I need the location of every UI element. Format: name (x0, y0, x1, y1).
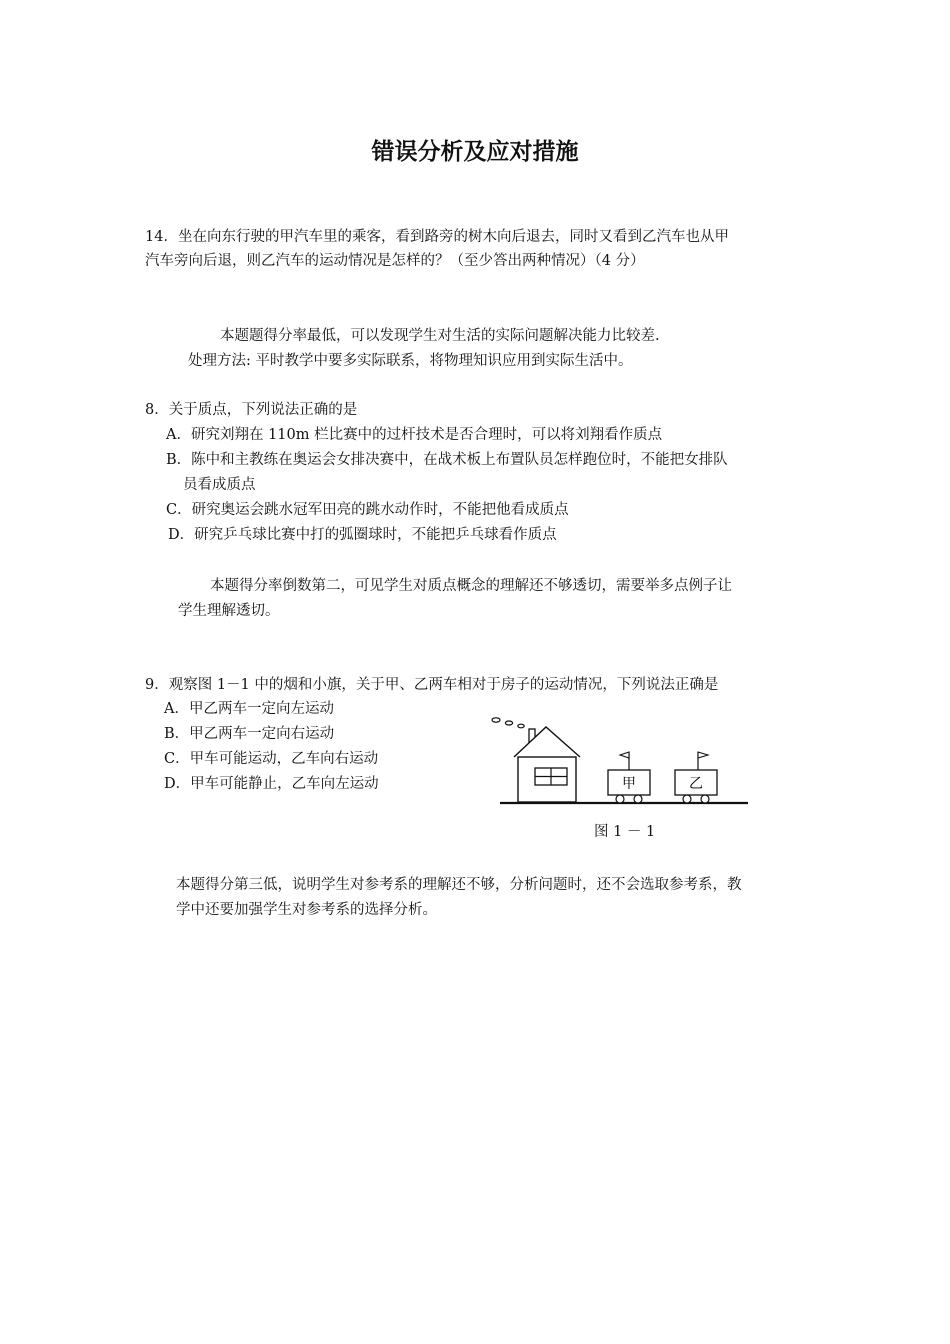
q8-option-c: C．研究奥运会跳水冠军田亮的跳水动作时，不能把他看成质点 (166, 502, 569, 518)
q8-analysis-line1: 本题得分率倒数第二，可见学生对质点概念的理解还不够透切，需要举多点例子让 (210, 578, 732, 594)
house-roof (514, 727, 580, 757)
smoke-puff-1 (492, 718, 500, 722)
q9-option-a: A．甲乙两车一定向左运动 (164, 701, 334, 717)
car-yi (675, 752, 717, 803)
car-jia-label: 甲 (622, 776, 636, 792)
q8-stem: 8．关于质点，下列说法正确的是 (145, 402, 358, 418)
flag-jia-icon (620, 752, 629, 758)
q8-analysis-line2: 学生理解透切。 (178, 603, 280, 619)
flag-yi-icon (698, 752, 708, 758)
q9-option-c: C．甲车可能运动，乙车向右运动 (164, 751, 379, 767)
figure-house-and-cars (490, 712, 755, 816)
q8-option-d: D．研究乒乓球比赛中打的弧圈球时，不能把乒乓球看作质点 (168, 527, 557, 543)
q9-option-d: D．甲车可能静止，乙车向左运动 (164, 776, 379, 792)
q9-stem: 9．观察图 1－1 中的烟和小旗，关于甲、乙两车相对于房子的运动情况，下列说法正确是 (145, 677, 719, 693)
q14-analysis-line2: 处理方法: 平时教学中要多实际联系，将物理知识应用到实际生活中。 (188, 353, 633, 369)
figure-caption: 图 1 － 1 (594, 824, 656, 840)
q14-stem-line2: 汽车旁向后退，则乙汽车的运动情况是怎样的？（至少答出两种情况）（4 分） (145, 253, 645, 269)
q14-analysis-line1: 本题题得分率最低，可以发现学生对生活的实际问题解决能力比较差. (220, 328, 660, 344)
q9-analysis-line1: 本题得分第三低，说明学生对参考系的理解还不够，分析问题时，还不会选取参考系，教 (176, 877, 742, 893)
q8-option-a: A．研究刘翔在 110m 栏比赛中的过杆技术是否合理时，可以将刘翔看作质点 (166, 427, 663, 443)
smoke-puff-2 (505, 721, 512, 725)
car-yi-label: 乙 (689, 776, 703, 792)
q9-option-b: B．甲乙两车一定向右运动 (164, 726, 335, 742)
q14-stem-line1: 14．坐在向东行驶的甲汽车里的乘客，看到路旁的树木向后退去，同时又看到乙汽车也从甲 (145, 229, 729, 245)
q8-option-b-line1: B．陈中和主教练在奥运会女排决赛中，在战术板上布置队员怎样跑位时，不能把女排队 (166, 452, 728, 468)
car-jia (608, 752, 650, 803)
q8-option-b-line2: 员看成质点 (183, 477, 256, 493)
q9-analysis-line2: 学中还要加强学生对参考系的选择分析。 (176, 902, 437, 918)
page-title: 错误分析及应对措施 (371, 139, 579, 165)
smoke-puff-3 (518, 724, 524, 728)
